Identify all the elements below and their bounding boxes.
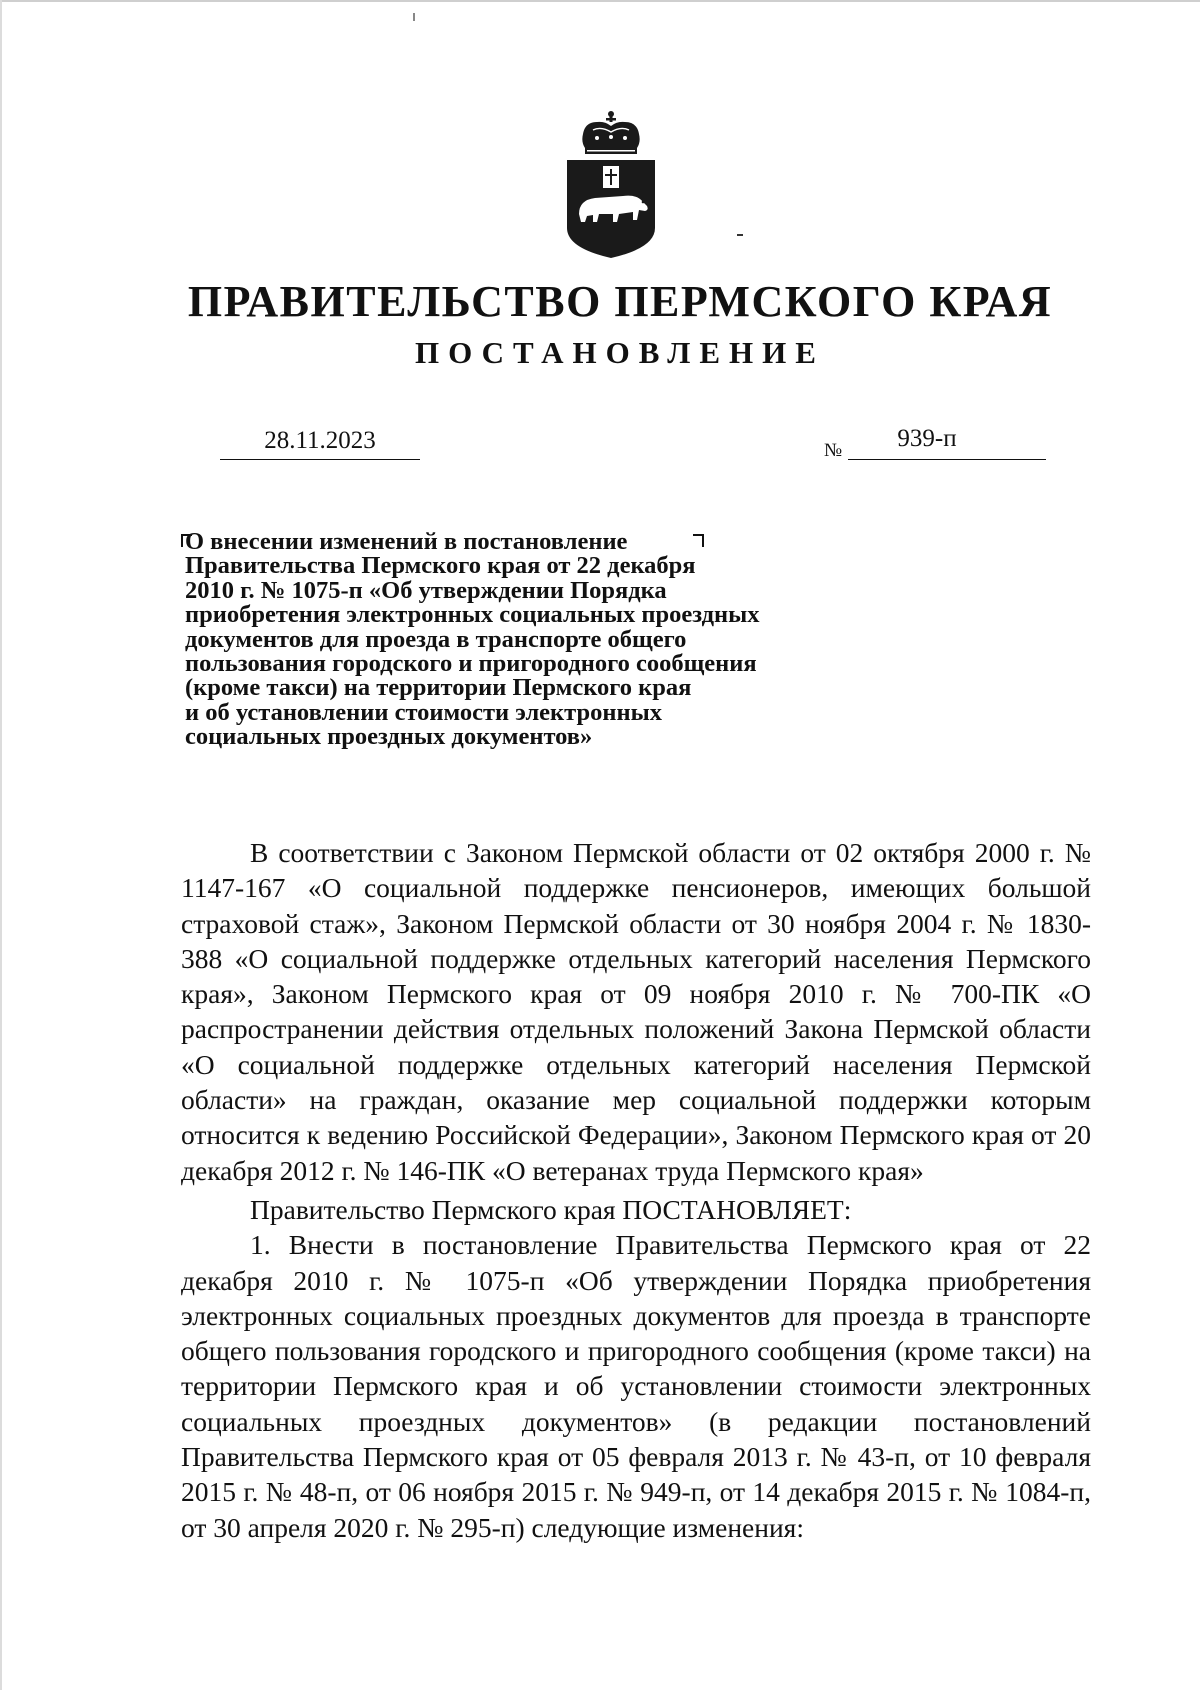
number-label: № xyxy=(824,440,843,461)
subject-line: О внесении изменений в постановление xyxy=(185,528,628,555)
subject-line: документов для проезда в транспорте общего xyxy=(185,625,687,653)
scan-speck xyxy=(413,13,415,21)
subject-line: Правительства Пермского края от 22 декабря xyxy=(185,552,696,580)
subject-line: 2010 г. № 1075-п «Об утверждении Порядка xyxy=(185,576,667,604)
perm-krai-coat-of-arms-icon xyxy=(563,108,659,260)
resolution-clause: Правительство Пермского края ПОСТАНОВЛЯЕТ: xyxy=(250,1193,852,1225)
subject-line: социальных проездных документов» xyxy=(185,723,593,751)
document-type: ПОСТАНОВЛЕНИЕ xyxy=(415,335,825,370)
document-subject xyxy=(185,530,885,750)
subject-line: приобретения электронных социальных проездных xyxy=(185,601,760,629)
scan-edge-top xyxy=(0,0,1200,2)
scan-speck xyxy=(737,234,743,236)
subject-line: пользования городского и пригородного сообщения xyxy=(185,650,757,678)
scan-edge-left xyxy=(0,0,2,1690)
subject-line: и об установлении стоимости электронных xyxy=(185,698,662,726)
document-number: 939-п xyxy=(848,423,1046,460)
preamble-paragraph: В соответствии с Законом Пермской области от 02 октября 2000 г. № 1147-167 «О социальной поддержке пенсионеров, имеющих большой страховой стаж», Законом Пермской области от 30 ноября 2004 г. № 1830-388 «О социальной поддержке отдельных категорий населения Пермского края», Законом Пермского края от 09 ноября 2010 г. № 700-ПК «О распространении действия отдельных положений Закона Пермской области «О социальной поддержке отдельных категорий населения Пермской области» на граждан, оказание мер социальной поддержки которым относится к ведению Российской Федерации», Законом Пермского края от 20 декабря 2012 г. № 146-ПК «О ветеранах труда Пермского края» xyxy=(181,837,1091,1186)
subject-line: (кроме такси) на территории Пермского края xyxy=(185,674,692,702)
item-1-paragraph: 1. Внести в постановление Правительства Пермского края от 22 декабря 2010 г. № 1075-п «Об утверждении Порядка приобретения электронных социальных проездных документов для проезда в транспорте общего пользования городского и пригородного сообщения (кроме такси) на территории Пермского края и об установлении стоимости электронных социальных проездных документов» (в редакции постановлений Правительства Пермского края от 05 февраля 2013 г. № 43-п, от 10 февраля 2015 г. № 48-п, от 06 ноября 2015 г. № 949-п, от 14 декабря 2015 г. № 1084-п, от 30 апреля 2020 г. № 295-п) следующие изменения: xyxy=(181,1229,1091,1543)
government-name: ПРАВИТЕЛЬСТВО ПЕРМСКОГО КРАЯ xyxy=(187,277,1053,326)
document-date: 28.11.2023 xyxy=(220,425,420,460)
document-body xyxy=(181,835,1091,1545)
